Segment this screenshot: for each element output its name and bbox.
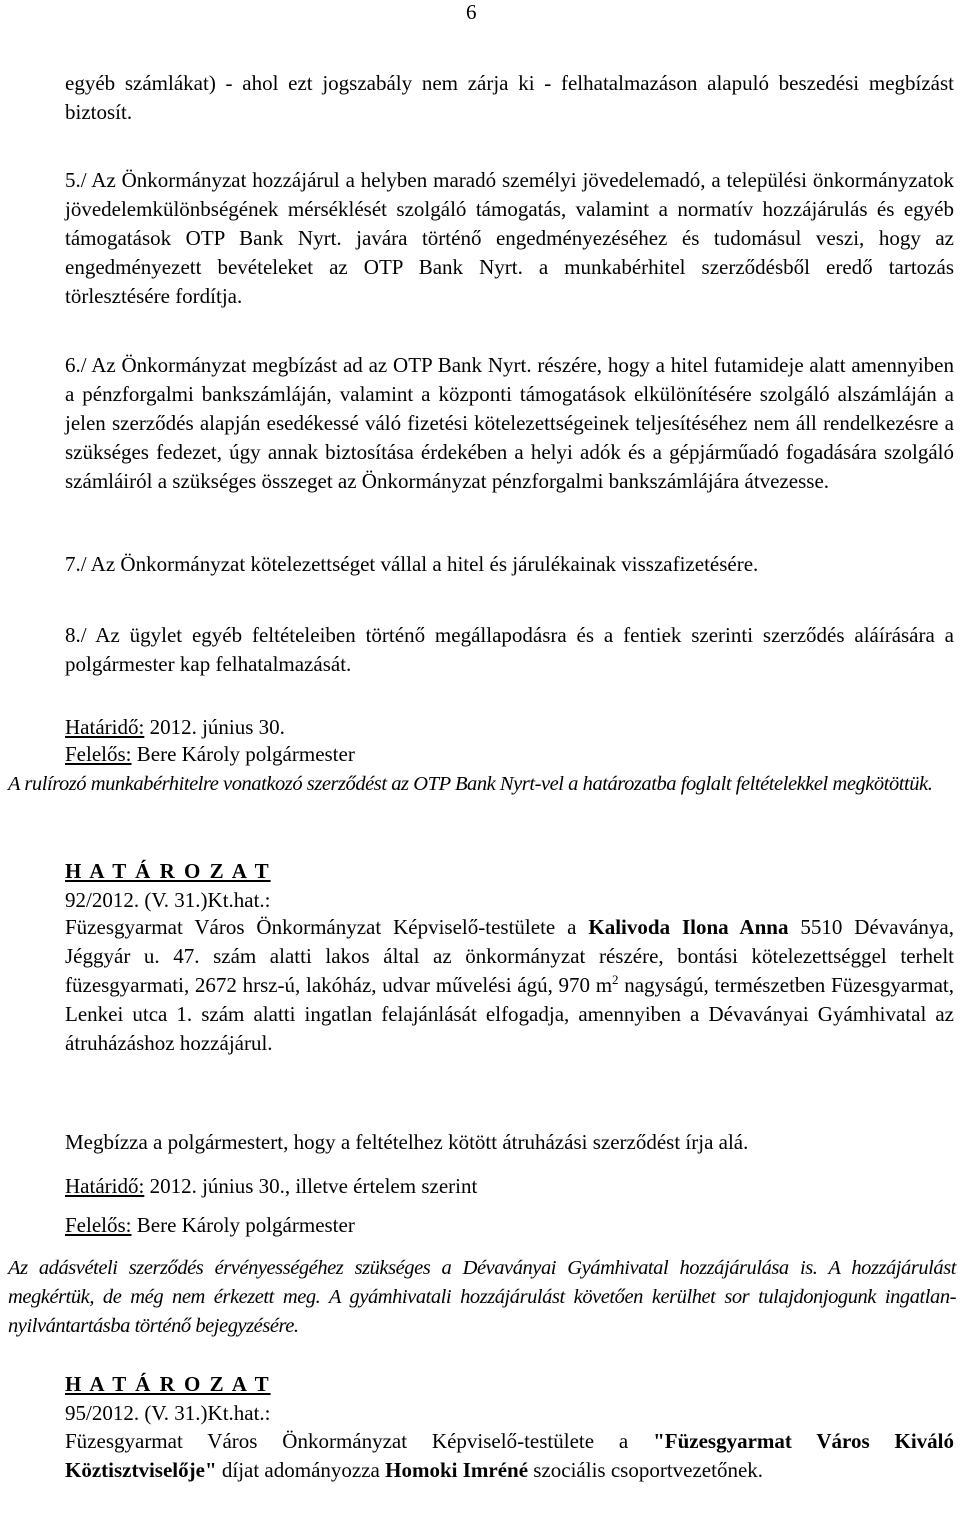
deadline-value: 2012. június 30., illetve értelem szerint xyxy=(144,1174,478,1198)
resolution-95-part2: díjat adományozza xyxy=(216,1458,386,1482)
responsible-label: Felelős: xyxy=(65,1213,132,1237)
responsible-value: Bere Károly polgármester xyxy=(131,742,355,766)
resolution-95-part1: Füzesgyarmat Város Önkormányzat Képviselő-testülete a xyxy=(65,1429,654,1453)
resolution-92-part2: 5510 Dévaványa, Jéggyár u. 47. szám alatti lakos által az önkormányzat részére, bontási kötelezettséggel terhelt füzesgyarmati, 2672 hrsz-ú, lakóház, udvar művelési ágú, 970 m xyxy=(65,915,955,997)
page-number: 6 xyxy=(466,0,477,24)
resolution-92-text xyxy=(65,913,954,1058)
paragraph-7: 7./ Az Önkormányzat kötelezettséget vállal a hitel és járulékainak visszafizetésére. xyxy=(65,552,759,576)
resolution-92-mandate: Megbízza a polgármestert, hogy a feltételhez kötött átruházási szerződést írja alá. xyxy=(65,1130,749,1154)
resolution-92-part3: nagyságú, természetben Füzesgyarmat, Lenkei utca 1. szám alatti ingatlan felajánlását elfogadja, amennyiben a Dévaványai Gyámhivatal az átruházáshoz hozzájárul. xyxy=(65,973,954,1055)
responsible-line-1 xyxy=(65,740,954,769)
award-title: "Füzesgyarmat Város Kiváló Köztisztviselője" xyxy=(65,1429,954,1482)
resolution-heading-2: H A T Á R O Z A T xyxy=(65,1372,271,1396)
responsible-value: Bere Károly polgármester xyxy=(131,1213,355,1237)
resolution-number-2: 95/2012. (V. 31.)Kt.hat.: xyxy=(65,1401,271,1425)
resolution-number-1: 92/2012. (V. 31.)Kt.hat.: xyxy=(65,888,271,912)
responsible-line-2 xyxy=(65,1211,954,1240)
paragraph-intro: egyéb számlákat) - ahol ezt jogszabály nem zárja ki - felhatalmazáson alapuló beszedési megbízást biztosít. xyxy=(65,71,954,124)
deadline-line-1 xyxy=(65,713,954,742)
responsible-label: Felelős: xyxy=(65,742,132,766)
note-1: A rulírozó munkabérhitelre vonatkozó szerződést az OTP Bank Nyrt-vel a határozatba foglalt feltételekkel megkötöttük. xyxy=(8,773,933,795)
resolution-92-name: Kalivoda Ilona Anna xyxy=(588,915,789,939)
deadline-line-2 xyxy=(65,1172,954,1201)
resolution-heading-1: H A T Á R O Z A T xyxy=(65,859,271,883)
deadline-label: Határidő: xyxy=(65,1174,145,1198)
paragraph-6: 6./ Az Önkormányzat megbízást ad az OTP Bank Nyrt. részére, hogy a hitel futamideje alatt amennyiben a pénzforgalmi bankszámláján, valamint a központi támogatások elkülönítésére szolgáló alszámláján a jelen szerződés alapján esedékessé váló fizetési kötelezettségeinek teljesítéséhez nem áll rendelkezésre a szükséges fedezet, úgy annak biztosítása érdekében a helyi adók és a gépjárműadó fogadására szolgáló számláiról a szükséges összeget az Önkormányzat pénzforgalmi bankszámlájára átvezesse. xyxy=(65,353,954,493)
awardee-name: Homoki Imréné xyxy=(385,1458,529,1482)
paragraph-5: 5./ Az Önkormányzat hozzájárul a helyben maradó személyi jövedelemadó, a települési önkormányzatok jövedelemkülönbségének mérséklését szolgáló támogatás, valamint a normatív hozzájárulás és egyéb támogatások OTP Bank Nyrt. javára történő engedményezéséhez és tudomásul veszi, hogy az engedményezett bevételeket az OTP Bank Nyrt. a munkabérhitel szerződésből eredő tartozás törlesztésére fordítja. xyxy=(65,168,954,308)
note-2: Az adásvételi szerződés érvényességéhez szükséges a Dévaványai Gyámhivatal hozzájárulása is. A hozzájárulást megkértük, de még nem érkezett meg. A gyámhivatali hozzájárulást követően kerülhet sor tulajdonjogunk ingatlan-nyilvántartásba történő bejegyzésére. xyxy=(8,1257,956,1337)
deadline-label: Határidő: xyxy=(65,715,145,739)
area-superscript: 2 xyxy=(612,972,619,987)
resolution-92-part1: Füzesgyarmat Város Önkormányzat Képviselő-testülete a xyxy=(65,915,589,939)
deadline-value: 2012. június 30. xyxy=(144,715,285,739)
resolution-95-part3: szociális csoportvezetőnek. xyxy=(528,1458,764,1482)
paragraph-8: 8./ Az ügylet egyéb feltételeiben történő megállapodásra és a fentiek szerinti szerződés aláírására a polgármester kap felhatalmazását. xyxy=(65,623,954,676)
resolution-95-text xyxy=(65,1427,954,1485)
